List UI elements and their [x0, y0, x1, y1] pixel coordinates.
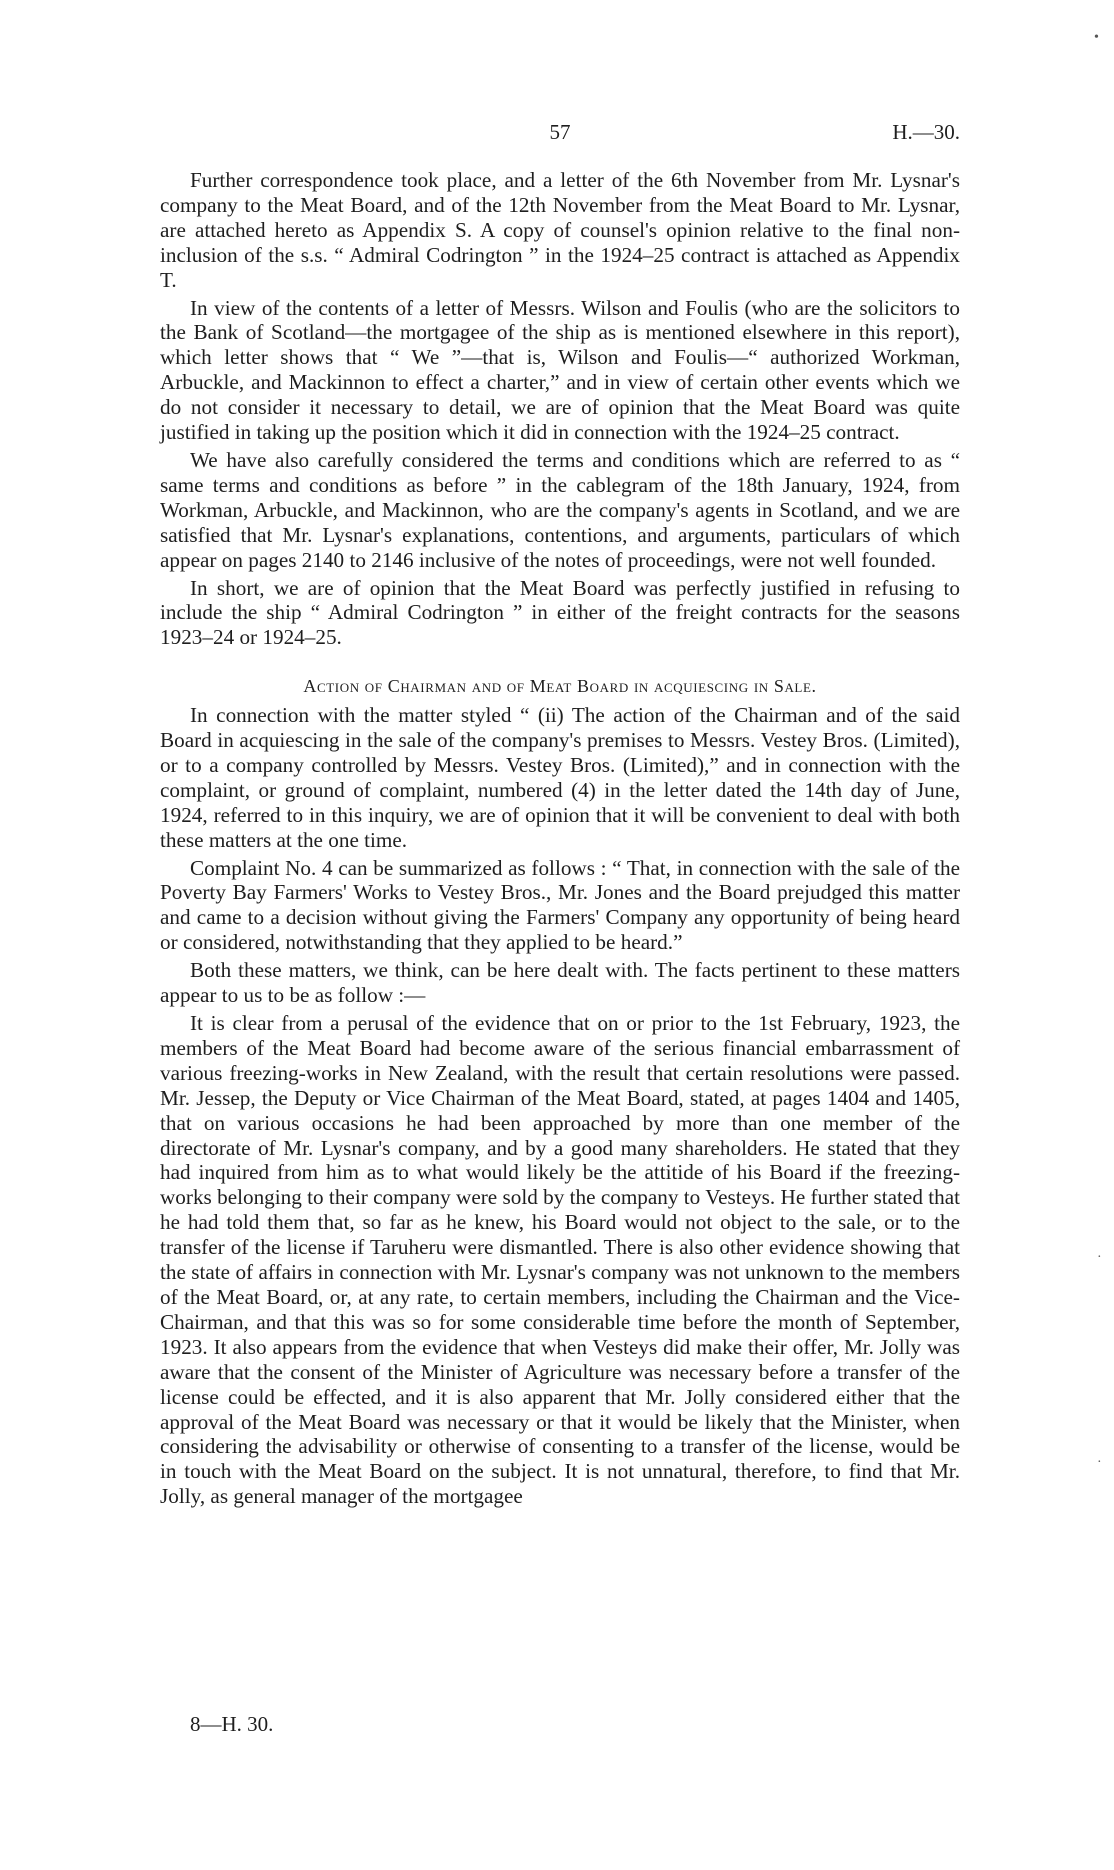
paragraph: In short, we are of opinion that the Meat Board was perfectly justified in refusing to include the ship “ Admiral Codrington ” in either of the freight contracts for the seasons 1923–24 or 1924–25. [160, 575, 960, 650]
scan-mark: · [1097, 1455, 1102, 1470]
page-number: 57 [549, 120, 571, 144]
section-heading: Action of Chairman and of Meat Board in acquiescing in Sale. [303, 676, 817, 697]
document-reference: H.—30. [892, 120, 960, 144]
paragraph: Complaint No. 4 can be summarized as follows : “ That, in connection with the sale of the Poverty Bay Farmers' Works to Vestey Bros., Mr. Jones and the Board prejudged this matter and came to a decision without giving the Farmers' Company any opportunity of being heard or considered, notwithstanding that they applied to be heard.” [160, 855, 960, 955]
paragraph: Further correspondence took place, and a letter of the 6th November from Mr. Lysnar's company to the Meat Board, and of the 12th November from the Meat Board to Mr. Lysnar, are attached hereto as Appendix S. A copy of counsel's opinion relative to the final non-inclusion of the s.s. “ Admiral Codrington ” in the 1924–25 contract is attached as Appendix T. [160, 168, 960, 292]
scan-mark: · [1097, 1250, 1102, 1265]
page-header [160, 120, 960, 150]
paragraph: It is clear from a perusal of the evidence that on or prior to the 1st February, 1923, the members of the Meat Board had become aware of the serious financial embarrassment of various freezing-works in New Zealand, with the result that certain resolutions were passed. Mr. Jessep, the Deputy or Vice Chairman of the Meat Board, stated, at pages 1404 and 1405, that on various occasions he had been approached by more than one member of the directorate of Mr. Lysnar's company, and by a good many shareholders. He stated that they had inquired from him as to what would likely be the attitide of his Board if the freezing-works belonging to their company were sold by the company to Vesteys. He further stated that he had told them that, so far as he knew, his Board would not object to the sale, or to the transfer of the license if Taruheru were dismantled. There is also other evidence showing that the state of affairs in connection with Mr. Lysnar's company was not unknown to the members of the Meat Board, or, at any rate, to certain members, including the Chairman and the Vice-Chairman, and that this was so for some considerable time before the month of September, 1923. It also appears from the evidence that when Vesteys did make their offer, Mr. Jolly was aware that the consent of the Minister of Agriculture was necessary before a transfer of the license could be effected, and it is also apparent that Mr. Jolly considered either that the approval of the Meat Board was necessary or that it would be likely that the Minister, when considering the advisability or otherwise of consenting to a transfer of the license, would be in touch with the Meat Board on the subject. It is not unnatural, therefore, to find that Mr. Jolly, as general manager of the mortgagee [160, 1011, 960, 1509]
signature-reference: 8—H. 30. [190, 1712, 274, 1736]
paragraph: In view of the contents of a letter of Messrs. Wilson and Foulis (who are the solicitors to the Bank of Scotland—the mortgagee of the ship as is mentioned elsewhere in this report), which letter shows that “ We ”—that is, Wilson and Foulis—“ authorized Workman, Arbuckle, and Mackinnon to effect a charter,” and in view of certain other events which we do not consider it necessary to detail, we are of opinion that the Meat Board was quite justified in taking up the position which it did in connection with the 1924–25 contract. [160, 295, 960, 445]
paragraph: In connection with the matter styled “ (ii) The action of the Chairman and of the said Board in acquiescing in the sale of the company's premises to Messrs. Vestey Bros. (Limited), or to a company controlled by Messrs. Vestey Bros. (Limited),” and in connection with the complaint, or ground of complaint, numbered (4) in the letter dated the 14th day of June, 1924, referred to in this inquiry, we are of opinion that it will be convenient to deal with both these matters at the one time. [160, 703, 960, 852]
body-text [160, 168, 960, 1512]
scan-mark: • [1094, 30, 1099, 45]
paragraph: Both these matters, we think, can be here dealt with. The facts pertinent to these matters appear to us to be as follow :— [160, 958, 960, 1008]
paragraph: We have also carefully considered the terms and conditions which are referred to as “ same terms and conditions as before ” in the cablegram of the 18th January, 1924, from Workman, Arbuckle, and Mackinnon, who are the company's agents in Scotland, and we are satisfied that Mr. Lysnar's explanations, contentions, and arguments, particulars of which appear on pages 2140 to 2146 inclusive of the notes of proceedings, were not well founded. [160, 447, 960, 572]
